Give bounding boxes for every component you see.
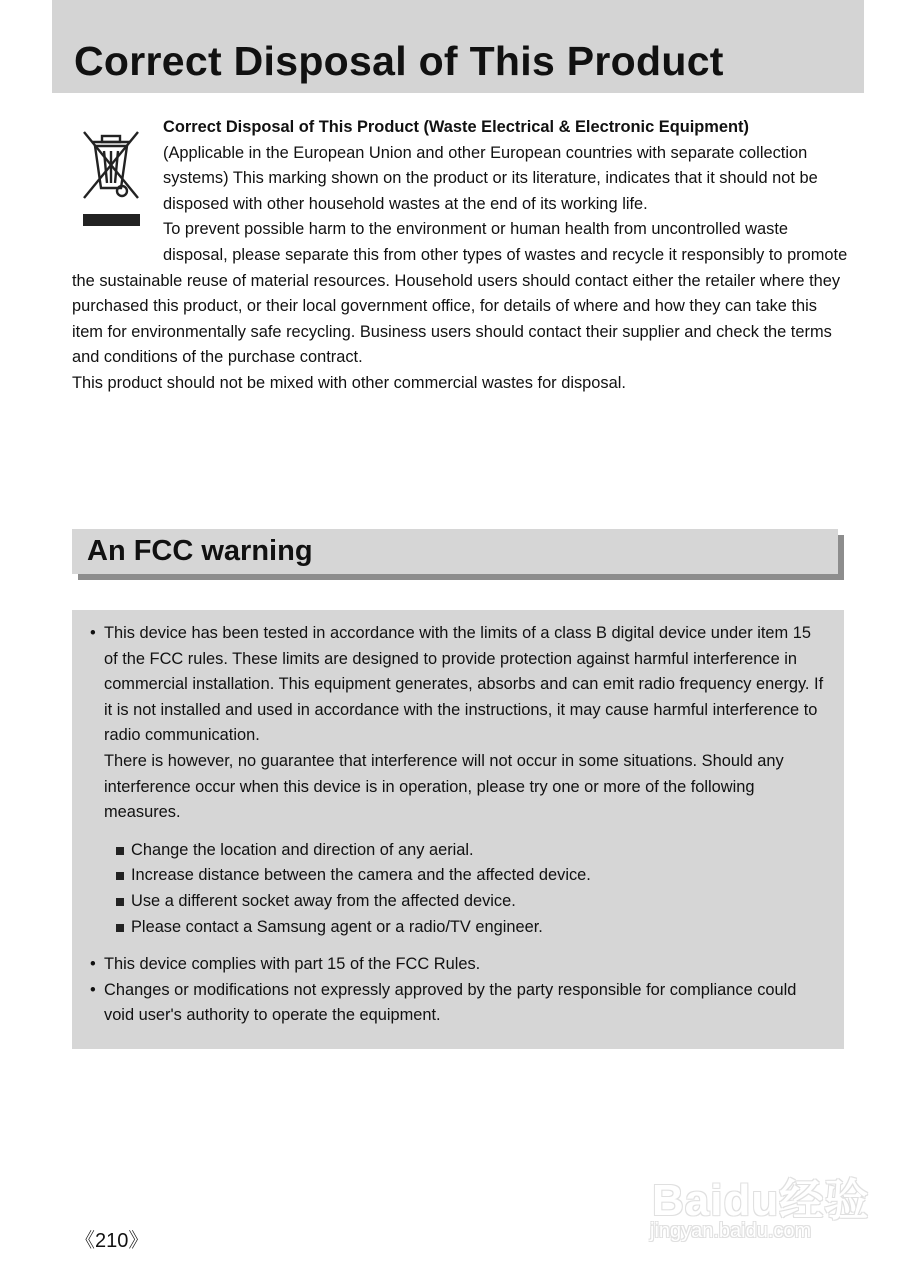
watermark-logo: Baidu经验 [652, 1176, 870, 1225]
baidu-watermark [648, 1140, 868, 1250]
fcc-bullet-2 [90, 952, 824, 978]
fcc-warning-box [72, 610, 844, 1049]
disposal-paragraph-2: To prevent possible harm to the environment or human health from uncontrolled waste disposal, please separate this from other types of wastes and recycle it responsibly to promote the sustainable reuse of material resources. Household users should contact either the retailer where they purchased this product, or their local government office, for details of where and how they can take this item for environmentally safe recycling. Business users should contact their supplier and check the terms and conditions of the purchase contract. [72, 220, 848, 367]
header-band [52, 0, 864, 93]
bullet-dot: • [90, 980, 96, 999]
fcc-heading-bar [72, 529, 838, 574]
fcc-bullet-1-text: This device has been tested in accordance with the limits of a class B digital device under item 15 of the FCC rules. These limits are designed to provide protection against harmful interference in commercial installation. This equipment generates, absorbs and can emit radio frequency energy. If it is not installed and used in accordance with the instructions, it may cause harmful interference to radio communication. [104, 624, 824, 745]
square-bullet-icon [116, 847, 124, 855]
bullet-dot: • [90, 955, 96, 974]
list-item: Change the location and direction of any aerial. [90, 838, 824, 864]
disposal-paragraph-3: This product should not be mixed with other commercial wastes for disposal. [72, 373, 626, 392]
fcc-heading-block [72, 529, 846, 581]
bullet-dot: • [90, 624, 96, 642]
disposal-text [72, 115, 848, 397]
list-item: Please contact a Samsung agent or a radio/TV engineer. [90, 915, 824, 941]
fcc-bullet-2-text: This device complies with part 15 of the FCC Rules. [104, 955, 481, 974]
disposal-paragraph-1: (Applicable in the European Union and other European countries with separate collection systems) This marking shown on the product or its literature, indicates that it should not be disposed with other household wastes at the end of its working life. [163, 143, 818, 213]
fcc-bullet-1 [90, 621, 824, 826]
disposal-subhead: Correct Disposal of This Product (Waste Electrical & Electronic Equipment) [163, 118, 749, 136]
page-title: Correct Disposal of This Product [74, 38, 724, 84]
fcc-bullet-1-text-2: There is however, no guarantee that interference will not occur in some situations. Should any interference occur when this device is in operation, please try one or more of the following measures. [104, 751, 784, 822]
square-bullet-icon [116, 872, 124, 880]
list-item: Use a different socket away from the affected device. [90, 889, 824, 915]
fcc-heading: An FCC warning [87, 535, 313, 567]
fcc-bullet-3-text: Changes or modifications not expressly approved by the party responsible for compliance could void user's authority to operate the equipment. [104, 980, 797, 1025]
list-item: Increase distance between the camera and the affected device. [90, 863, 824, 889]
fcc-measures-list [90, 838, 824, 940]
square-bullet-icon [116, 898, 124, 906]
page-number: 《210》 [75, 1230, 149, 1252]
watermark-url: jingyan.baidu.com [650, 1220, 812, 1242]
square-bullet-icon [116, 924, 124, 932]
fcc-bullet-3 [90, 978, 824, 1029]
